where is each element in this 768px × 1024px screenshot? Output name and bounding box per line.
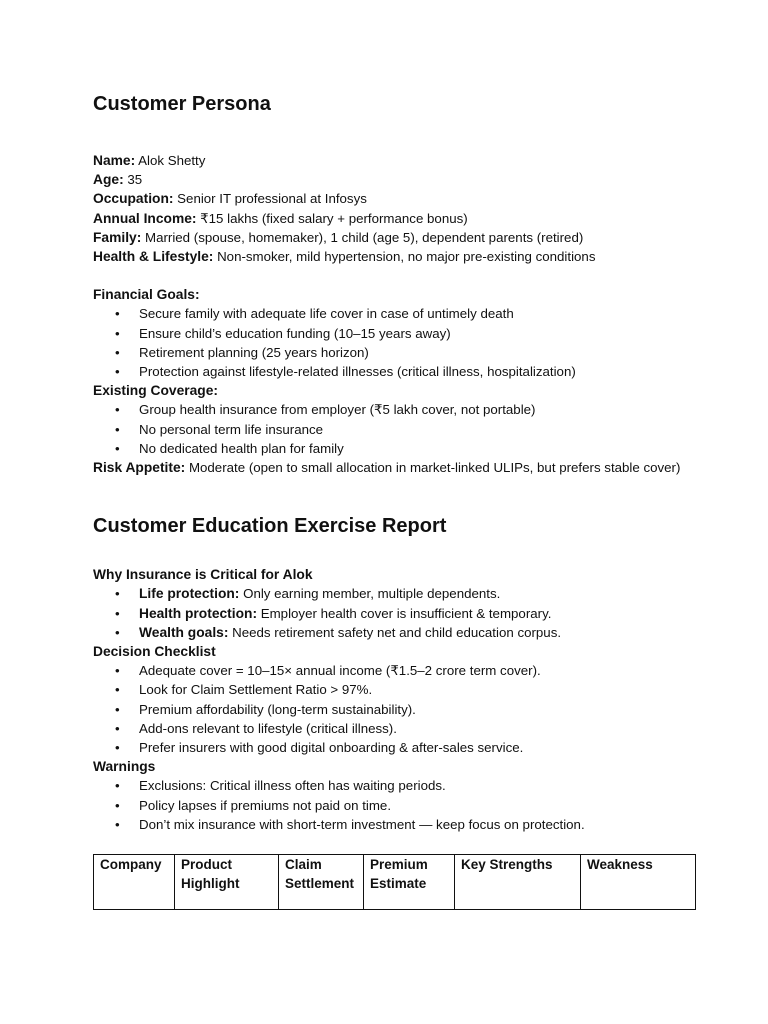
financial-goals-heading: Financial Goals:: [93, 287, 200, 303]
list-item: • Secure family with adequate life cover in case of untimely death: [93, 304, 696, 323]
list-item: • Look for Claim Settlement Ratio > 97%.: [93, 680, 696, 699]
header-product-highlight: Product Highlight: [175, 855, 279, 910]
list-item: • Policy lapses if premiums not paid on time.: [93, 796, 696, 815]
field-occupation: Occupation: Senior IT professional at Infosys: [93, 191, 367, 207]
list-item: • Prefer insurers with good digital onboarding & after-sales service.: [93, 738, 696, 757]
list-item: • Exclusions: Critical illness often has waiting periods.: [93, 776, 696, 795]
report-title: Customer Education Exercise Report: [93, 515, 447, 538]
why-insurance-list: [93, 584, 696, 642]
existing-coverage-heading: Existing Coverage:: [93, 383, 218, 399]
document-content: [93, 90, 696, 910]
list-item: • Ensure child’s education funding (10–15 years away): [93, 324, 696, 343]
list-item: • Protection against lifestyle-related illnesses (critical illness, hospitalization): [93, 362, 696, 381]
header-weakness: Weakness: [581, 855, 696, 910]
decision-checklist-heading: Decision Checklist: [93, 644, 216, 660]
risk-appetite: Risk Appetite: Moderate (open to small allocation in market-linked ULIPs, but prefers stable cover): [93, 460, 681, 476]
list-item: • Add-ons relevant to lifestyle (critical illness).: [93, 719, 696, 738]
list-item: • Life protection: Only earning member, multiple dependents.: [93, 584, 696, 603]
list-item: • Don’t mix insurance with short-term investment — keep focus on protection.: [93, 815, 696, 834]
list-item: • Group health insurance from employer (₹5 lakh cover, not portable): [93, 400, 696, 419]
field-age: Age: 35: [93, 172, 143, 188]
table-header-row: [94, 855, 696, 910]
list-item: • Adequate cover = 10–15× annual income (₹1.5–2 crore term cover).: [93, 661, 696, 680]
decision-checklist-list: [93, 661, 696, 757]
warnings-list: [93, 776, 696, 834]
warnings-heading: Warnings: [93, 759, 156, 775]
field-name: Name: Alok Shetty: [93, 153, 206, 168]
persona-fields: [93, 151, 696, 266]
list-item: • Retirement planning (25 years horizon): [93, 343, 696, 362]
header-premium-estimate: Premium Estimate: [364, 855, 455, 910]
header-key-strengths: Key Strengths: [455, 855, 581, 910]
list-item: • Health protection: Employer health cover is insufficient & temporary.: [93, 604, 696, 623]
list-item: • No dedicated health plan for family: [93, 439, 696, 458]
comparison-table: [93, 854, 696, 910]
why-insurance-heading: Why Insurance is Critical for Alok: [93, 567, 313, 583]
list-item: • Wealth goals: Needs retirement safety net and child education corpus.: [93, 623, 696, 642]
field-annual-income: Annual Income: ₹15 lakhs (fixed salary + performance bonus): [93, 210, 468, 226]
header-company: Company: [94, 855, 175, 910]
field-family: Family: Married (spouse, homemaker), 1 child (age 5), dependent parents (retired): [93, 229, 584, 245]
header-claim-settlement: Claim Settlement: [279, 855, 364, 910]
persona-title: Customer Persona: [93, 93, 271, 115]
list-item: • No personal term life insurance: [93, 420, 696, 439]
existing-coverage-list: [93, 400, 696, 458]
list-item: • Premium affordability (long-term sustainability).: [93, 700, 696, 719]
field-health-lifestyle: Health & Lifestyle: Non-smoker, mild hypertension, no major pre-existing conditions: [93, 249, 596, 265]
financial-goals-list: [93, 304, 696, 381]
